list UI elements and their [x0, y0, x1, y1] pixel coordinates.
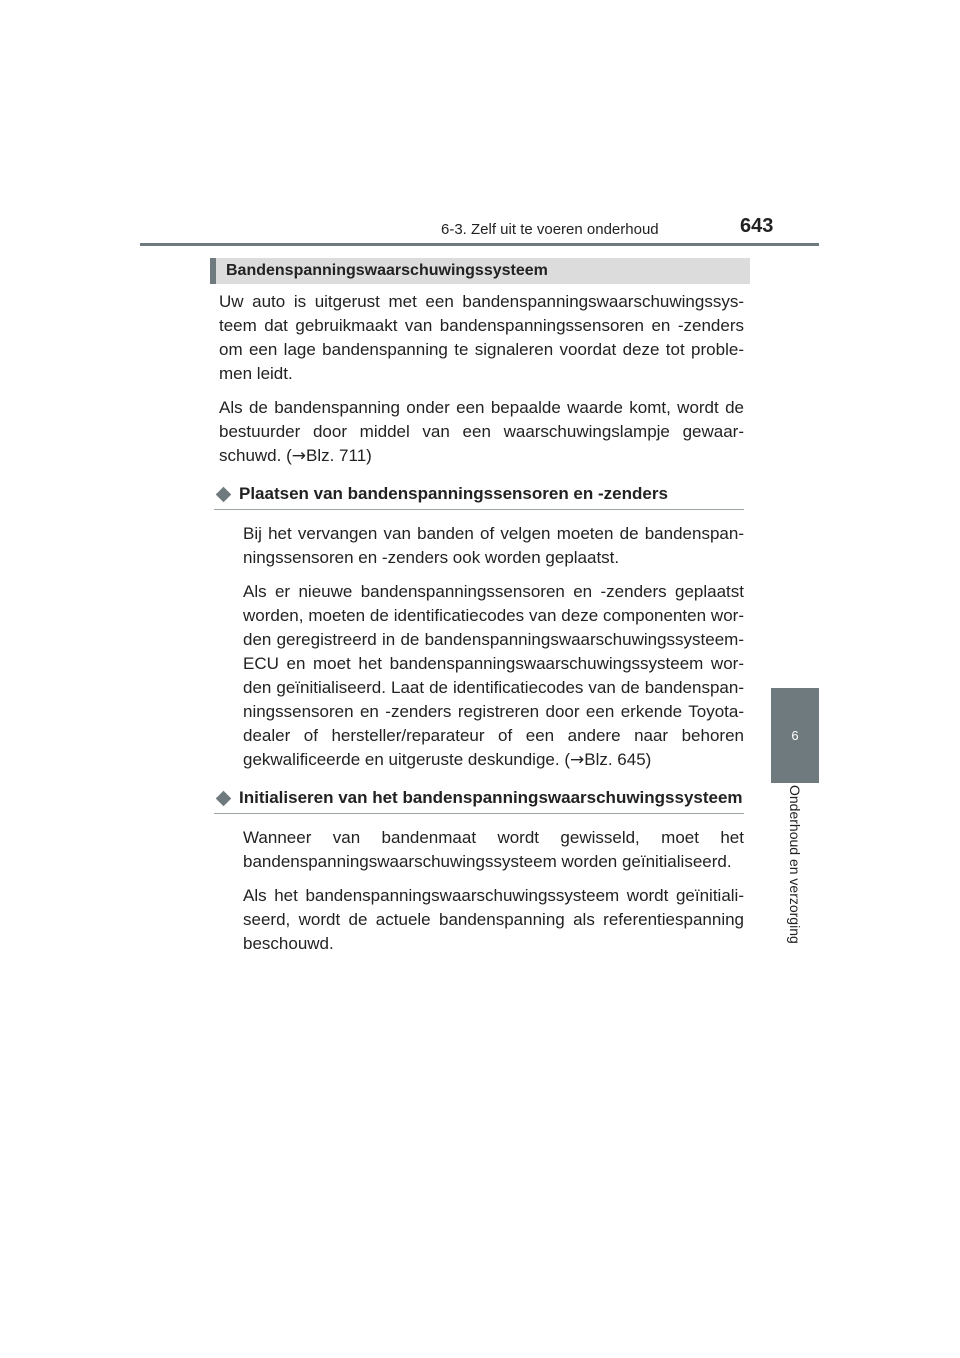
main-content	[219, 290, 744, 966]
header-section-title: 6-3. Zelf uit te voeren onderhoud	[441, 221, 659, 238]
subheading-initialize: Initialiseren van het bandenspanningswaarschuwingssysteem	[214, 788, 744, 814]
arrow-right-icon: →	[569, 750, 585, 770]
initialize-paragraph-2: Als het bandenspanningswaarschuwingssysteem wordt geïnitialiseerd, wordt de actuele bandenspanning als referentiespanning beschouwd.	[243, 886, 744, 953]
arrow-right-icon: →	[291, 446, 306, 466]
chapter-number: 6	[791, 728, 799, 743]
intro-paragraph-1: Uw auto is uitgerust met een bandenspanningswaarschuwingssysteem dat gebruikmaakt van bandenspanningssensoren en -zenders om een lage bandenspanning te signaleren voordat deze tot problemen leidt.	[219, 292, 744, 383]
sensors-paragraph-2: Als er nieuwe bandenspanningssensoren en -zenders geplaatst worden, moeten de identificatiecodes van deze componenten worden geregistreerd in de bandenspanningswaarschuwingssysteem-ECU en moet het bandenspanningswaarschuwingssysteem worden geïnitialiseerd. Laat de identificatiecodes van de bandenspanningssensoren en -zenders registreren door een erkende Toyota-dealer of hersteller/reparateur of een andere naar behoren gekwalificeerde en uitgeruste deskundige. (→Blz. 645)	[243, 582, 744, 770]
diamond-bullet-icon	[216, 790, 232, 806]
intro-paragraph-2: Als de bandenspanning onder een bepaalde waarde komt, wordt de bestuurder door middel van een waarschuwingslampje gewaarschuwd. (→Blz. 711)	[219, 398, 744, 466]
header-divider	[140, 243, 819, 246]
initialize-paragraph-1: Wanneer van bandenmaat wordt gewisseld, moet het bandenspanningswaarschuwingssysteem worden geïnitialiseerd.	[243, 828, 744, 871]
page-number: 643	[740, 215, 774, 237]
page-reference: Blz. 711)	[306, 446, 372, 465]
page-reference: Blz. 645)	[584, 750, 652, 769]
sensors-paragraph-1: Bij het vervangen van banden of velgen moeten de bandenspanningssensoren en -zenders ook worden geplaatst.	[243, 524, 744, 567]
section-title: Bandenspanningswaarschuwingssysteem	[210, 258, 750, 284]
chapter-title: Onderhoud en verzorging	[787, 785, 803, 944]
subheading-sensors: Plaatsen van bandenspanningssensoren en -zenders	[214, 484, 744, 510]
diamond-bullet-icon	[216, 486, 232, 502]
chapter-tab	[771, 688, 819, 783]
